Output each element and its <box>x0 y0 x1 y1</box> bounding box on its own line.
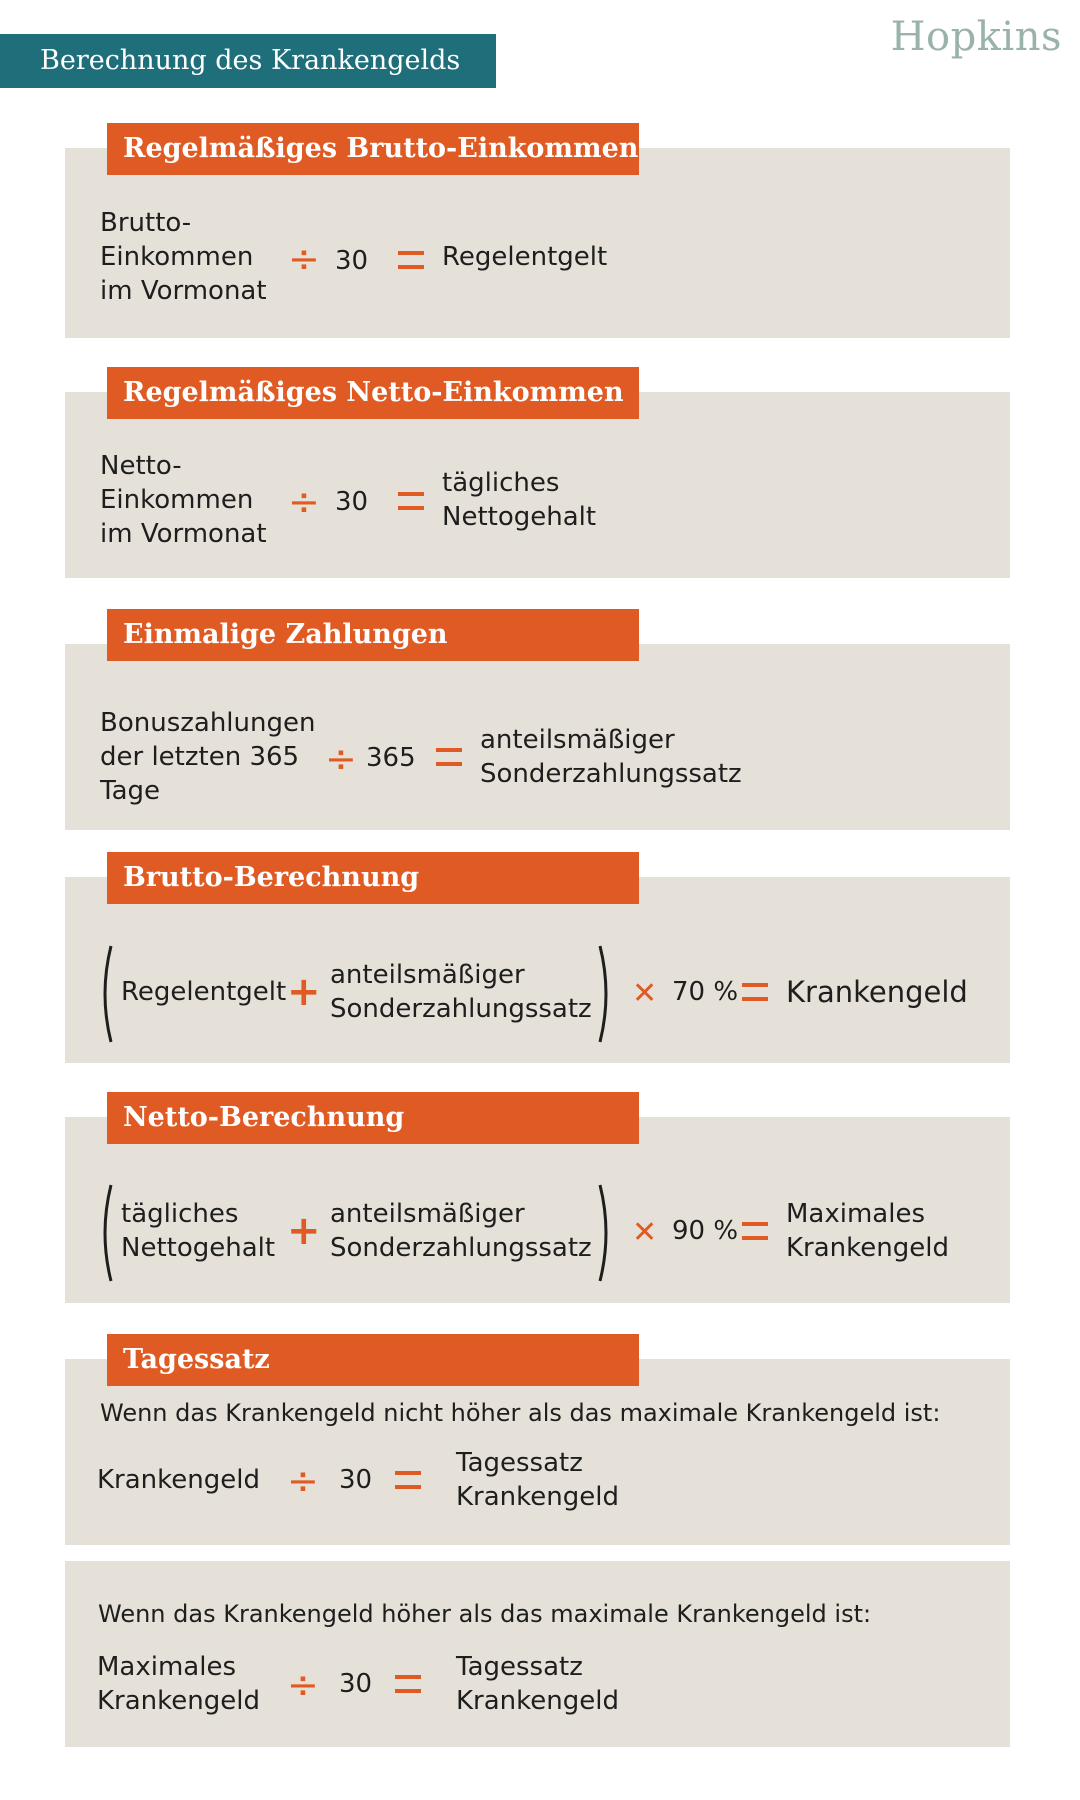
condition-text: Wenn das Krankengeld höher als das maximale Krankengeld ist: <box>98 1600 872 1628</box>
section-brutto-berechnung <box>65 877 1010 1063</box>
times-icon: ✕ <box>632 976 658 1011</box>
divisor: 30 <box>335 246 369 276</box>
factor: 70 % <box>672 977 739 1007</box>
operand-line: Maximales <box>97 1652 237 1682</box>
result-line: tägliches <box>442 468 560 498</box>
operand-line: Krankengeld <box>97 1686 260 1716</box>
divisor: 30 <box>339 1465 373 1495</box>
equals-icon <box>395 1675 421 1693</box>
operand-line: anteilsmäßiger <box>330 1199 525 1229</box>
hopkins-logo: Hopkins <box>890 14 1062 60</box>
section-tag: Tagessatz <box>107 1334 639 1386</box>
divide-icon: ÷ <box>287 1663 319 1707</box>
section-tag: Netto-Berechnung <box>107 1092 639 1144</box>
operand-line: Regelentgelt <box>121 977 287 1007</box>
result-line: Maximales <box>786 1199 926 1229</box>
result-line: Tagessatz <box>456 1652 583 1682</box>
operand-line: Einkommen <box>100 242 254 272</box>
section-tag: Einmalige Zahlungen <box>107 609 639 661</box>
divide-icon: ÷ <box>287 1459 319 1503</box>
result-line: Krankengeld <box>456 1686 619 1716</box>
result-line: Krankengeld <box>786 975 968 1009</box>
result-line: Krankengeld <box>456 1482 619 1512</box>
plus-icon: + <box>287 969 321 1015</box>
operand-line: Krankengeld <box>97 1465 260 1495</box>
operand-line: der letzten 365 <box>100 742 300 772</box>
times-icon: ✕ <box>632 1215 658 1250</box>
section-tag: Regelmäßiges Netto-Einkommen <box>107 367 639 419</box>
operand-line: Sonderzahlungssatz <box>330 1233 592 1263</box>
equals-icon <box>398 251 424 269</box>
result-line: Regelentgelt <box>442 242 608 272</box>
operand-line: Sonderzahlungssatz <box>330 994 592 1024</box>
equals-icon <box>398 492 424 510</box>
divide-icon: ÷ <box>288 480 320 524</box>
equals-icon <box>742 983 768 1001</box>
result-line: Sonderzahlungssatz <box>480 759 742 789</box>
left-paren-icon <box>99 1183 113 1283</box>
result-line: anteilsmäßiger <box>480 725 675 755</box>
divisor: 30 <box>335 487 369 517</box>
condition-text: Wenn das Krankengeld nicht höher als das maximale Krankengeld ist: <box>100 1399 941 1427</box>
result-line: Krankengeld <box>786 1233 949 1263</box>
operand-line: Einkommen <box>100 485 254 515</box>
operand-line: Bonuszahlungen <box>100 708 316 738</box>
section-tag: Regelmäßiges Brutto-Einkommen <box>107 123 639 175</box>
equals-icon <box>436 748 462 766</box>
section-tag: Brutto-Berechnung <box>107 852 639 904</box>
operand-line: im Vormonat <box>100 519 267 549</box>
operand-line: Brutto- <box>100 208 192 238</box>
right-paren-icon <box>598 944 612 1044</box>
result-line: Tagessatz <box>456 1448 583 1478</box>
operand-line: Nettogehalt <box>121 1233 276 1263</box>
left-paren-icon <box>99 944 113 1044</box>
operand-line: Netto- <box>100 451 182 481</box>
operand-line: im Vormonat <box>100 276 267 306</box>
right-paren-icon <box>598 1183 612 1283</box>
page-title: Berechnung des Krankengelds <box>0 34 496 88</box>
divisor: 30 <box>339 1669 373 1699</box>
equals-icon <box>395 1471 421 1489</box>
plus-icon: + <box>287 1208 321 1254</box>
divide-icon: ÷ <box>325 737 357 781</box>
operand-line: tägliches <box>121 1199 239 1229</box>
operand-line: Tage <box>100 776 161 806</box>
factor: 90 % <box>672 1216 739 1246</box>
equals-icon <box>742 1222 768 1240</box>
divide-icon: ÷ <box>288 237 320 281</box>
result-line: Nettogehalt <box>442 502 597 532</box>
operand-line: anteilsmäßiger <box>330 960 525 990</box>
divisor: 365 <box>366 743 416 773</box>
